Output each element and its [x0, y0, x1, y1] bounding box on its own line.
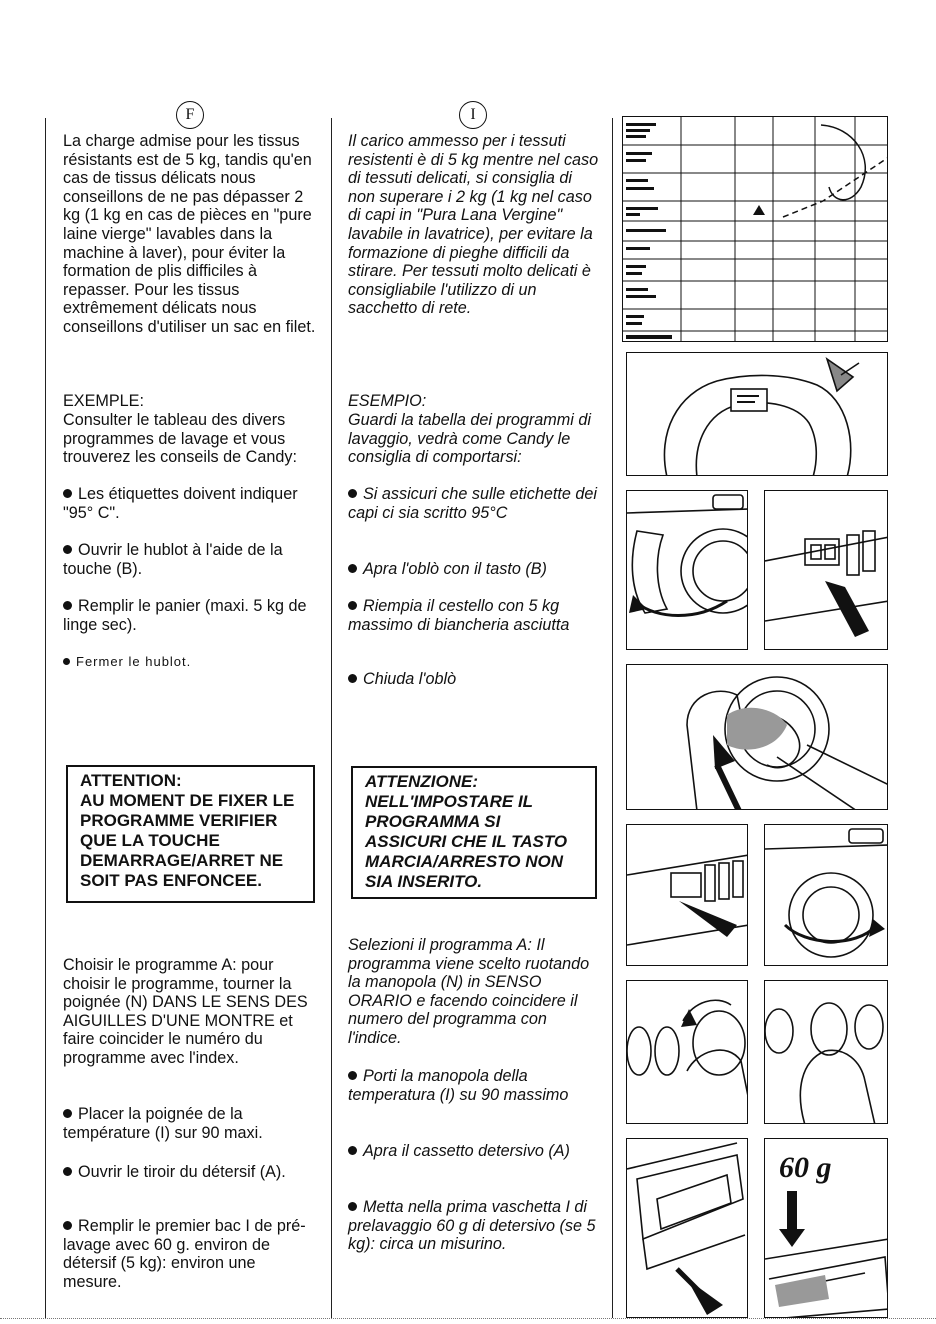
french-step-close: Fermer le hublot. — [76, 654, 192, 669]
start-button-drawing — [626, 824, 748, 966]
french-step-labels: Les étiquettes doivent indiquer "95° C". — [63, 485, 298, 522]
warning-line: DEMARRAGE/ARRET NE — [80, 851, 284, 870]
bullet — [63, 658, 70, 665]
bullet — [63, 1167, 72, 1176]
bottom-rule — [0, 1318, 936, 1319]
french-warning-box — [66, 765, 315, 903]
warning-line: ASSICURI CHE IL TASTO — [365, 832, 568, 851]
bullet — [348, 1146, 357, 1155]
french-step-fill: Remplir le panier (maxi. 5 kg de linge sec). — [63, 597, 307, 634]
bullet — [348, 489, 357, 498]
load-laundry-drawing — [626, 664, 888, 810]
italian-step-open: Apra l'oblò con il tasto (B) — [363, 560, 547, 578]
french-intro: La charge admise pour les tissus résistants est de 5 kg, tandis qu'en cas de tissus délicats nous conseillons de ne pas dépasser 2 kg (1 kg en cas de pièces en "pure laine vierge" lavables dans la machine à laver), pour éviter la formation de plis difficiles à repasser. Pour les tissus extrêmement délicats nous conseillons d'utiliser un sac en filet. — [63, 132, 316, 336]
warning-line: NELL'IMPOSTARE IL — [365, 792, 534, 811]
program-knob-drawing — [626, 980, 748, 1124]
bullet — [348, 1071, 357, 1080]
italian-step-detergent: Metta nella prima vaschetta I di prelavaggio 60 g di detersivo (se 5 kg): circa un misurino. — [348, 1198, 596, 1254]
close-door-drawing — [764, 824, 888, 966]
open-door-button-drawing — [626, 490, 748, 650]
italian-language-mark: I — [459, 101, 487, 129]
warning-line: SOIT PAS ENFONCEE. — [80, 871, 262, 890]
french-example-title: EXEMPLE: — [63, 392, 144, 410]
italian-step-fill: Riempia il cestello con 5 kg massimo di biancheria asciutta — [348, 597, 570, 634]
warning-line: AU MOMENT DE FIXER LE — [80, 791, 295, 810]
bullet — [63, 1109, 72, 1118]
warning-line: PROGRAMMA SI — [365, 812, 501, 831]
italian-example-text: Guardi la tabella dei programmi di lavaggio, vedrà come Candy le consiglia di comportarsi: — [348, 411, 591, 467]
program-table-drawing — [622, 116, 888, 342]
left-column-rule — [45, 118, 46, 1318]
french-step-temp: Placer la poignée de la température (I) sur 90 maxi. — [63, 1105, 263, 1142]
detergent-drawer-drawing — [764, 1138, 888, 1318]
bullet — [348, 674, 357, 683]
warning-line: ATTENTION: — [80, 771, 182, 790]
french-step-drawer: Ouvrir le tiroir du détersif (A). — [78, 1163, 286, 1181]
italian-step-labels: Si assicuri che sulle etichette dei capi ci sia scritto 95°C — [348, 485, 597, 522]
temperature-knob-drawing — [764, 980, 888, 1124]
italian-step-close: Chiuda l'oblò — [363, 670, 457, 688]
detergent-amount-label: 60 g — [779, 1151, 832, 1184]
warning-line: SIA INSERITO. — [365, 872, 483, 891]
italian-warning-box — [351, 766, 597, 899]
bullet — [348, 601, 357, 610]
care-label-drawing — [626, 352, 888, 476]
warning-line: MARCIA/ARRESTO NON — [365, 852, 564, 871]
middle-column-rule — [331, 118, 332, 1318]
italian-intro: Il carico ammesso per i tessuti resistenti è di 5 kg mentre nel caso di tessuti delicati, si consiglia di non superare i 2 kg (1 kg nel caso di capi in "Pura Lana Vergine" lavabile in lavatrice), per evitare la formazione di pieghe difficili da stirare. Per tessuti molto delicati è consigliabile l'utilizzo di un sacchetto di rete. — [348, 132, 599, 318]
warning-line: PROGRAMME VERIFIER — [80, 811, 278, 830]
right-column-rule — [612, 118, 613, 1318]
bullet — [348, 564, 357, 573]
warning-line: ATTENZIONE: — [365, 772, 479, 791]
open-drawer-drawing — [626, 1138, 748, 1318]
french-step-detergent: Remplir le premier bac I de pré-lavage avec 60 g. environ de détersif (5 kg): environ une mesure. — [63, 1217, 306, 1291]
warning-line: QUE LA TOUCHE — [80, 831, 220, 850]
bullet — [63, 545, 72, 554]
french-program-text: Choisir le programme A: pour choisir le programme, tourner la poignée (N) DANS LE SENS DES AIGUILLES D'UNE MONTRE et faire coincider le numéro du programme avec l'index. — [63, 956, 308, 1067]
french-language-mark: F — [176, 101, 204, 129]
italian-step-temp: Porti la manopola della temperatura (I) su 90 massimo — [348, 1067, 569, 1104]
french-step-open: Ouvrir le hublot à l'aide de la touche (B). — [63, 541, 283, 578]
italian-example-title: ESEMPIO: — [348, 392, 427, 410]
italian-step-drawer: Apra il cassetto detersivo (A) — [363, 1142, 570, 1160]
french-example-text: Consulter le tableau des divers programmes de lavage et vous trouverez les conseils de Candy: — [63, 411, 297, 467]
press-button-drawing — [764, 490, 888, 650]
bullet — [63, 489, 72, 498]
bullet — [63, 601, 72, 610]
italian-program-text: Selezioni il programma A: Il programma viene scelto ruotando la manopola (N) in SENSO ORARIO e facendo coincidere il numero del programma con l'indice. — [348, 936, 590, 1047]
bullet — [63, 1221, 72, 1230]
bullet — [348, 1202, 357, 1211]
